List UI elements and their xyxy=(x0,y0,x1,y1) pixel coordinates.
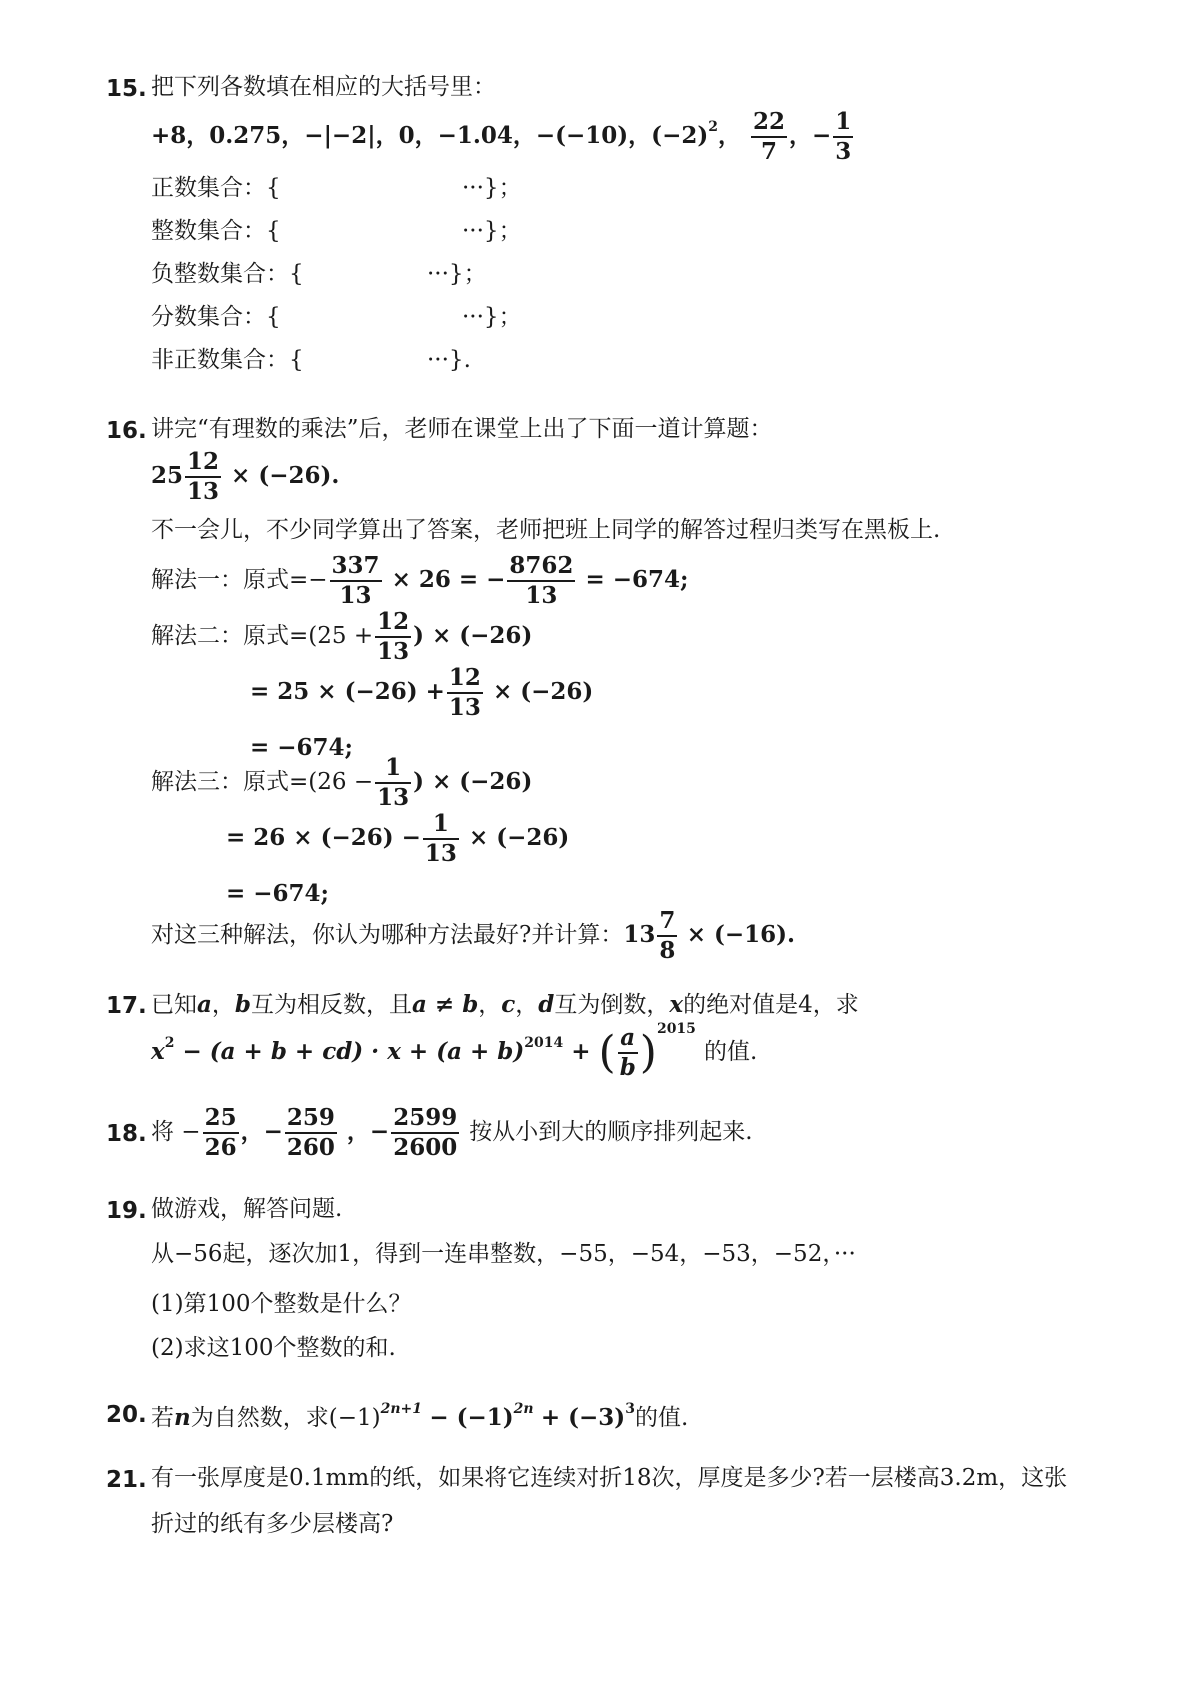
fraction xyxy=(618,1023,638,1081)
set-row xyxy=(151,177,281,200)
set-row xyxy=(151,263,304,286)
question-prompt: 做游戏，解答问题. xyxy=(151,1196,343,1222)
question-number: 19. xyxy=(106,1198,147,1224)
denominator: 13 xyxy=(377,784,410,812)
separator: ，− xyxy=(789,122,832,150)
problem-expression xyxy=(151,450,339,504)
set-row xyxy=(151,306,281,329)
text: ， xyxy=(515,992,539,1018)
text: 为自然数，求(−1) xyxy=(190,1405,381,1431)
question-number: 20. xyxy=(106,1402,147,1428)
fraction xyxy=(657,909,677,963)
exponent: 3 xyxy=(625,1401,635,1417)
set-label: 正数集合：{ xyxy=(151,175,281,201)
variable-x: x xyxy=(151,1038,165,1065)
step-text: × (−26) xyxy=(492,678,594,706)
set-label: 整数集合：{ xyxy=(151,218,281,244)
numerator: 22 xyxy=(751,110,787,138)
step-text: = 26 × (−26) − xyxy=(226,824,421,852)
denominator: 8 xyxy=(659,937,676,965)
fraction xyxy=(285,1106,337,1160)
expression-part: − (−1) xyxy=(429,1404,514,1431)
denominator: 26 xyxy=(204,1134,237,1162)
solution-two-step xyxy=(250,666,593,720)
numerator: 1 xyxy=(833,110,853,138)
number-list xyxy=(151,110,855,164)
left-paren: ( xyxy=(598,1027,616,1078)
numerator: 1 xyxy=(375,756,411,784)
separator: ， xyxy=(717,122,741,150)
denominator: 260 xyxy=(286,1134,335,1162)
fraction xyxy=(447,666,483,720)
solution-label: 解法二：原式=(25 + xyxy=(151,623,374,650)
tail-text: 按从小到大的顺序排列起来. xyxy=(469,1119,753,1146)
set-tail: ···}； xyxy=(462,218,522,244)
text: 若 xyxy=(151,1405,174,1431)
fraction xyxy=(203,1106,239,1160)
question-prompt: 讲完“有理数的乘法”后，老师在课堂上出了下面一道计算题： xyxy=(151,416,773,442)
whole-part: 25 xyxy=(151,462,184,490)
exponent: 2 xyxy=(164,1035,175,1051)
solution-two xyxy=(151,610,532,664)
exponent: 2n xyxy=(513,1401,534,1417)
text: 互为相反数，且 xyxy=(251,992,412,1018)
question-line xyxy=(151,1402,688,1430)
step-text: = 25 × (−26) + xyxy=(250,678,445,706)
denominator: 13 xyxy=(339,582,372,610)
right-paren: ) xyxy=(639,1027,657,1078)
sub-question: (1)第100个整数是什么？ xyxy=(151,1291,412,1317)
numerator: a xyxy=(618,1026,638,1054)
fraction-list xyxy=(151,1106,753,1160)
numerator: 7 xyxy=(657,909,677,937)
final-question xyxy=(151,909,795,963)
solution-one xyxy=(151,554,689,608)
question-line: 折过的纸有多少层楼高? xyxy=(151,1511,394,1537)
solution-three xyxy=(151,756,532,810)
separator: ，− xyxy=(240,1118,283,1146)
numerator: 12 xyxy=(375,610,411,638)
numerator: 8762 xyxy=(507,554,575,582)
text: 的绝对值是4，求 xyxy=(683,992,859,1018)
numerator: 259 xyxy=(285,1106,337,1134)
set-tail: ···}； xyxy=(462,175,522,201)
step-text: × (−26) xyxy=(468,824,570,852)
fraction xyxy=(833,110,853,164)
denominator: 13 xyxy=(424,840,457,868)
separator: ，− xyxy=(346,1118,390,1146)
numerator: 12 xyxy=(447,666,483,694)
denominator: 13 xyxy=(448,694,481,722)
number-list-text: +8，0.275，−|−2|，0，−1.04，−(−10)，(−2) xyxy=(151,122,709,150)
set-label: 分数集合：{ xyxy=(151,304,281,330)
solution-end: ) × (−26) xyxy=(413,622,533,650)
paragraph: 不一会儿，不少同学算出了答案，老师把班上同学的解答过程归类写在黑板上. xyxy=(151,517,941,543)
fraction xyxy=(423,812,459,866)
fraction xyxy=(507,554,575,608)
fraction xyxy=(185,450,221,504)
final-text: 对这三种解法，你认为哪种方法最好?并计算： xyxy=(151,922,624,949)
fraction xyxy=(751,110,787,164)
question-number: 18. xyxy=(106,1121,147,1147)
set-label: 负整数集合：{ xyxy=(151,261,304,287)
set-tail: ···}； xyxy=(462,304,522,330)
sub-question: (2)求这100个整数的和. xyxy=(151,1335,396,1361)
variable-d: d xyxy=(538,991,555,1018)
expression-part: + (−3) xyxy=(540,1404,626,1431)
solution-end: = −674; xyxy=(585,566,689,594)
variable-b: b xyxy=(234,991,251,1018)
numerator: 1 xyxy=(423,812,459,840)
question-number: 17. xyxy=(106,993,147,1019)
question-prompt: 把下列各数填在相应的大括号里： xyxy=(151,74,496,100)
exponent: 2014 xyxy=(524,1035,564,1051)
set-tail: ···}； xyxy=(427,261,487,287)
numerator: 2599 xyxy=(391,1106,459,1134)
variable-x: x xyxy=(669,991,684,1018)
question-line: 有一张厚度是0.1mm的纸，如果将它连续对折18次，厚度是多少?若一层楼高3.2m，这张 xyxy=(151,1465,1068,1491)
question-number: 15. xyxy=(106,76,147,102)
expression xyxy=(151,1022,757,1080)
denominator: 13 xyxy=(187,478,220,506)
inequality: a ≠ b xyxy=(412,991,479,1018)
variable-c: c xyxy=(501,991,516,1018)
text: 互为倒数， xyxy=(554,992,670,1018)
fraction xyxy=(391,1106,459,1160)
solution-three-result: = −674; xyxy=(226,880,330,907)
solution-label: 解法一：原式=− xyxy=(151,567,328,594)
set-tail: ···}. xyxy=(427,347,471,373)
solution-two-result: = −674; xyxy=(250,734,354,761)
question-line: 从−56起，逐次加1，得到一连串整数，−55，−54，−53，−52，··· xyxy=(151,1241,856,1267)
question-number: 21. xyxy=(106,1467,147,1493)
denominator: 3 xyxy=(835,138,852,166)
prefix: 将 − xyxy=(151,1119,201,1146)
fraction xyxy=(375,756,411,810)
denominator: b xyxy=(619,1054,636,1081)
fraction xyxy=(375,610,411,664)
numerator: 337 xyxy=(330,554,382,582)
exponent: 2015 xyxy=(656,1021,696,1037)
text: ， xyxy=(211,992,235,1018)
variable-a: a xyxy=(197,991,212,1018)
question-number: 16. xyxy=(106,418,147,444)
tail-text: 的值. xyxy=(634,1405,689,1431)
set-row xyxy=(151,349,304,372)
denominator: 13 xyxy=(377,638,410,666)
expression-part: − (a + b + cd) · x + (a + b) xyxy=(182,1038,525,1065)
numerator: 12 xyxy=(185,450,221,478)
denominator: 13 xyxy=(525,582,558,610)
text: ， xyxy=(478,992,502,1018)
plus-sign: + xyxy=(571,1038,591,1065)
set-label: 非正数集合：{ xyxy=(151,347,304,373)
text: 已知 xyxy=(151,992,197,1018)
variable-n: n xyxy=(174,1404,191,1431)
fraction xyxy=(330,554,382,608)
exponent: 2n+1 xyxy=(380,1401,422,1417)
solution-middle: × 26 = − xyxy=(391,566,506,594)
exponent: 2 xyxy=(708,119,718,136)
whole-part: 13 xyxy=(623,921,656,949)
solution-end: ) × (−26) xyxy=(413,768,533,796)
set-row xyxy=(151,220,281,243)
tail-text: 的值. xyxy=(703,1039,758,1065)
denominator: 7 xyxy=(761,138,778,166)
expression-rest: × (−16). xyxy=(686,921,796,949)
numerator: 25 xyxy=(203,1106,239,1134)
solution-three-step xyxy=(226,812,569,866)
expression-rest: × (−26). xyxy=(231,462,340,490)
denominator: 2600 xyxy=(393,1134,458,1162)
question-line xyxy=(151,993,859,1017)
solution-label: 解法三：原式=(26 − xyxy=(151,769,374,796)
